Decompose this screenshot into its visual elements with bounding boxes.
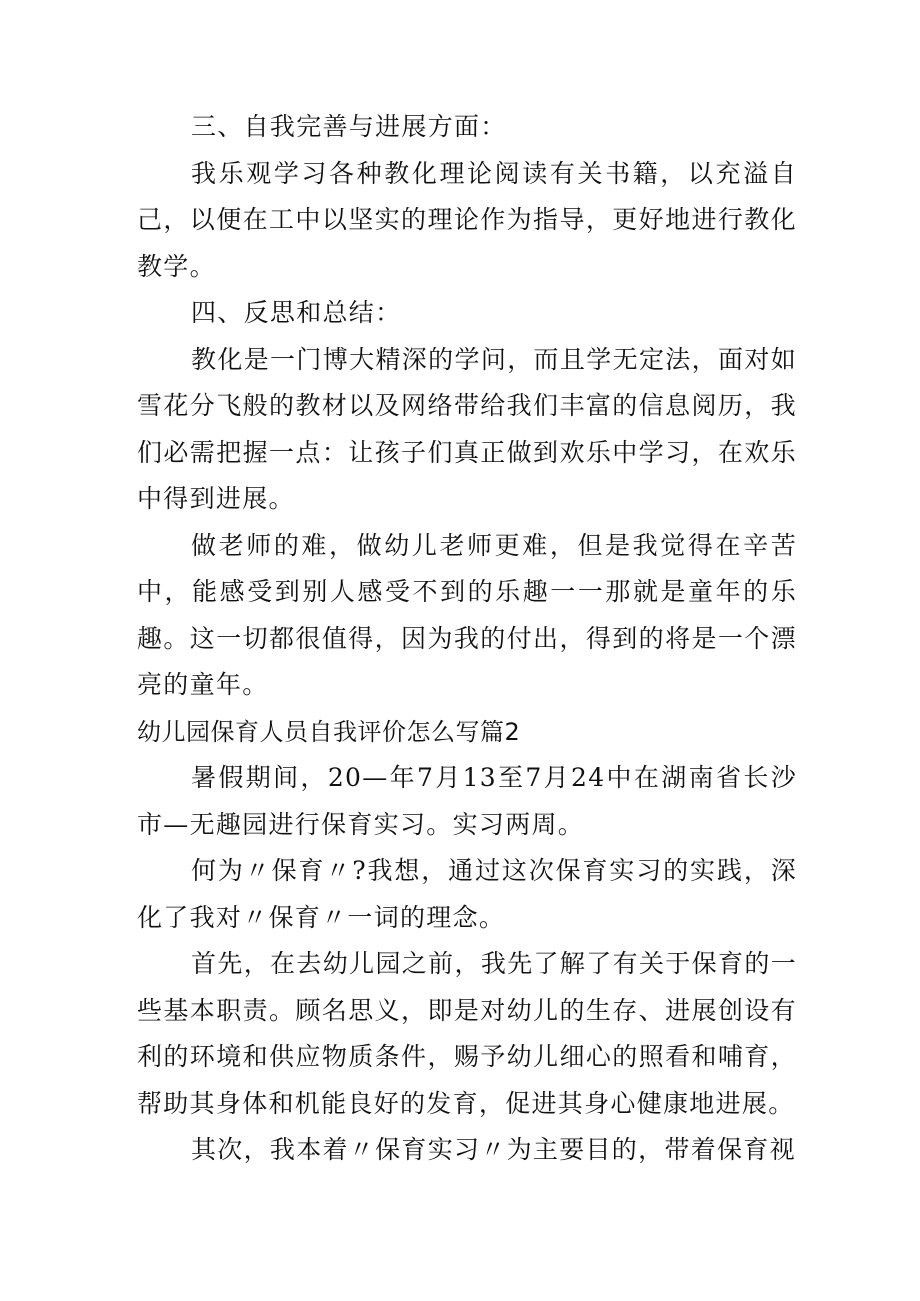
paragraph-first: 首先，在去幼儿园之前，我先了解了有关于保育的一些基本职责。顾名思义，即是对幼儿的生存、进展创设有利的环境和供应物质条件，赐予幼儿细心的照看和哺育，帮助其身体和机能良好的发育，促进其身心健康地进展。 [137,949,797,1118]
paragraph-self-improvement: 我乐观学习各种教化理论阅读有关书籍，以充溢自己，以便在工中以坚实的理论作为指导，更好地进行教化教学。 [137,158,797,281]
section-title: 幼儿园保育人员自我评价怎么写篇2 [137,717,521,746]
paragraph-second: 其次，我本着〃保育实习〃为主要目的，带着保育视 [191,1135,796,1164]
paragraph-reflection-heading: 四、反思和总结： [191,298,402,327]
paragraph-teacher-hardship: 做老师的难，做幼儿老师更难，但是我觉得在辛苦中，能感受到别人感受不到的乐趣一一那就是童年的乐趣。这一切都很值得，因为我的付出，得到的将是一个漂亮的童年。 [137,530,797,699]
document-body [137,104,797,1174]
paragraph-self-improvement-heading: 三、自我完善与进展方面： [191,112,507,141]
paragraph-what-is-care: 何为〃保育〃?我想，通过这次保育实习的实践，深化了我对〃保育〃一词的理念。 [137,856,797,932]
paragraph-reflection: 教化是一门博大精深的学问，而且学无定法，面对如雪花分飞般的教材以及网络带给我们丰富的信息阅历，我们必需把握一点：让孩子们真正做到欢乐中学习，在欢乐中得到进展。 [137,344,797,513]
paragraph-internship-period: 暑假期间，20—年7月13至7月24中在湖南省长沙市—无趣园进行保育实习。实习两周。 [137,763,797,839]
